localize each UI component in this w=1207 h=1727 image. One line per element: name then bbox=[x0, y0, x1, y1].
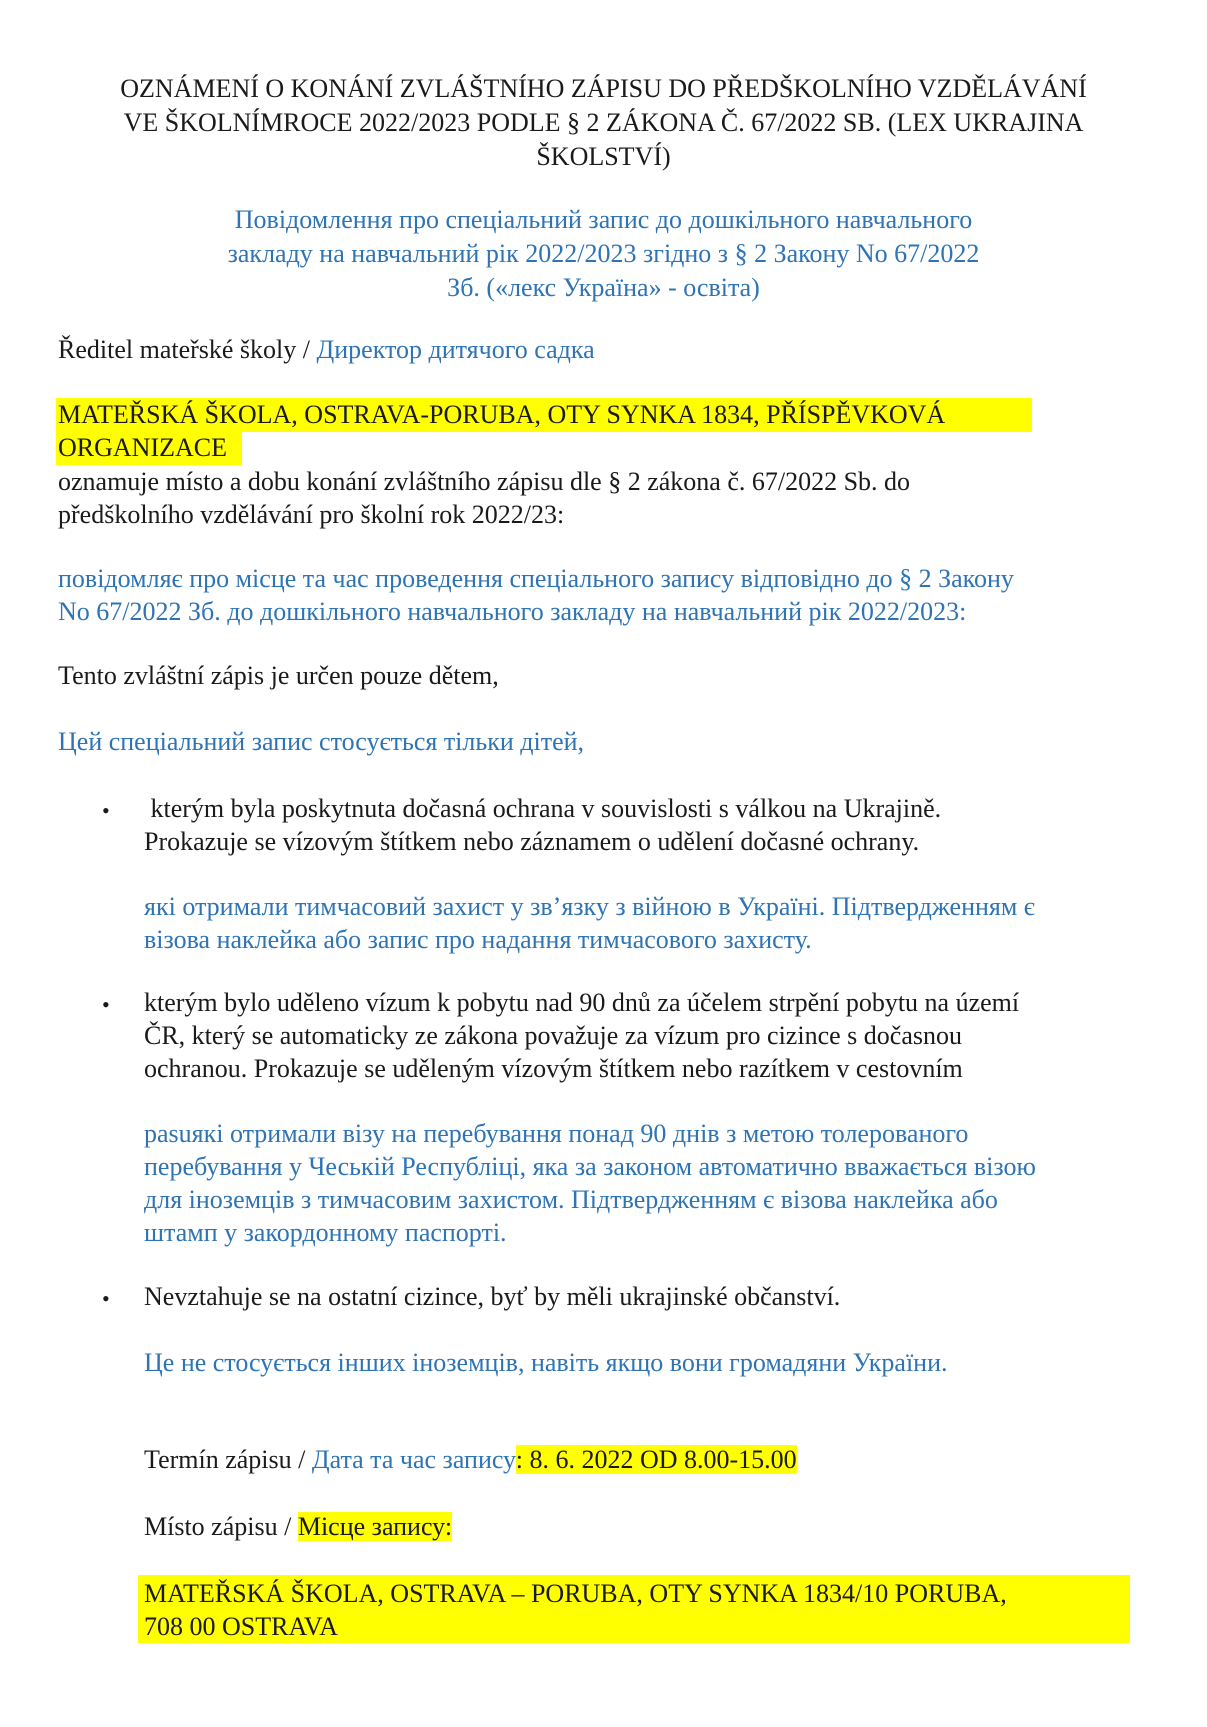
place-label-ukrainian: Місце запису: bbox=[297, 1512, 453, 1541]
intro-ukrainian: Цей спеціальний запис стосується тільки дітей, bbox=[58, 727, 585, 756]
bullet-ukrainian-line: штамп у закордонному паспорті. bbox=[144, 1218, 507, 1247]
announce-ukrainian-line: No 67/2022 Зб. до дошкільного навчального закладу на навчальний рік 2022/2023: bbox=[58, 597, 967, 626]
bullet-2-ukrainian bbox=[144, 1117, 1036, 1249]
bullet-czech-line: kterým byla poskytnuta dočasná ochrana v souvislosti s válkou na Ukrajině. bbox=[144, 794, 942, 823]
bullet-ukrainian-line: візова наклейка або запис про надання тимчасового захисту. bbox=[144, 925, 812, 954]
announce-czech-line: předškolního vzdělávání pro školní rok 2022/23: bbox=[58, 500, 565, 529]
bullet-czech-line: ČR, který se automaticky ze zákona považuje za vízum pro cizince s dočasnou bbox=[144, 1021, 962, 1050]
bullet-czech-line: Prokazuje se vízovým štítkem nebo záznamem o udělení dočasné ochrany. bbox=[144, 827, 920, 856]
term-value: : 8. 6. 2022 OD 8.00-15.00 bbox=[515, 1445, 797, 1474]
term-line bbox=[144, 1443, 797, 1476]
title-ukrainian bbox=[60, 203, 1147, 305]
school-name bbox=[58, 398, 945, 464]
title-ukrainian-line: Повідомлення про спеціальний запис до дошкільного навчального bbox=[234, 205, 973, 234]
place-label-czech: Místo zápisu / bbox=[144, 1512, 292, 1541]
bullet-ukrainian-line: для іноземців з тимчасовим захистом. Підтвердженням є візова наклейка або bbox=[144, 1185, 998, 1214]
bullet-icon: • bbox=[102, 992, 110, 1017]
school-name-line: MATEŘSKÁ ŠKOLA, OSTRAVA-PORUBA, OTY SYNKA 1834, PŘÍSPĚVKOVÁ bbox=[58, 400, 946, 429]
bullet-czech-line: ochranou. Prokazuje se uděleným vízovým štítkem nebo razítkem v cestovním bbox=[144, 1054, 963, 1083]
title-czech-line: VE ŠKOLNÍMROCE 2022/2023 PODLE § 2 ZÁKONA Č. 67/2022 SB. (LEX UKRAJINA bbox=[123, 108, 1084, 137]
bullet-ukrainian-line: pasuякі отримали візу на перебування понад 90 днів з метою толерованого bbox=[144, 1119, 969, 1148]
bullet-1-ukrainian bbox=[144, 890, 1035, 956]
place-line bbox=[144, 1510, 452, 1543]
announce-czech bbox=[58, 465, 910, 531]
director-line bbox=[58, 333, 595, 366]
bullet-3-ukrainian bbox=[144, 1346, 948, 1379]
bullet-czech-line: kterým bylo uděleno vízum k pobytu nad 90 dnů za účelem strpění pobytu na území bbox=[144, 988, 1020, 1017]
title-czech-line: OZNÁMENÍ O KONÁNÍ ZVLÁŠTNÍHO ZÁPISU DO PŘEDŠKOLNÍHO VZDĚLÁVÁNÍ bbox=[120, 74, 1087, 103]
bullet-ukrainian-line: які отримали тимчасовий захист у зв’язку з війною в Україні. Підтвердженням є bbox=[144, 892, 1035, 921]
announce-czech-line: oznamuje místo a dobu konání zvláštního zápisu dle § 2 zákona č. 67/2022 Sb. do bbox=[58, 467, 911, 496]
title-czech bbox=[60, 72, 1147, 174]
director-czech: Ředitel mateřské školy / bbox=[58, 335, 311, 364]
announce-ukrainian-line: повідомляє про місце та час проведення спеціального запису відповідно до § 2 Закону bbox=[58, 564, 1014, 593]
bullet-icon: • bbox=[102, 1286, 110, 1311]
bullet-2-czech bbox=[144, 986, 1019, 1085]
term-label-czech: Termín zápisu / bbox=[144, 1445, 306, 1474]
title-ukrainian-line: закладу на навчальний рік 2022/2023 згідно з § 2 Закону No 67/2022 bbox=[227, 239, 980, 268]
address-line: MATEŘSKÁ ŠKOLA, OSTRAVA – PORUBA, OTY SYNKA 1834/10 PORUBA, bbox=[144, 1579, 1007, 1608]
title-czech-line: ŠKOLSTVÍ) bbox=[536, 142, 671, 171]
bullet-3-czech bbox=[144, 1280, 840, 1313]
school-name-line: ORGANIZACE bbox=[58, 433, 227, 462]
bullet-czech-line: Nevztahuje se na ostatní cizince, byť by měli ukrajinské občanství. bbox=[144, 1282, 841, 1311]
bullet-icon: • bbox=[102, 798, 110, 823]
bullet-ukrainian-line: Це не стосується інших іноземців, навіть якщо вони громадяни України. bbox=[144, 1348, 948, 1377]
place-address bbox=[144, 1577, 1007, 1643]
address-line: 708 00 OSTRAVA bbox=[144, 1612, 339, 1641]
term-label-ukrainian: Дата та час запису bbox=[311, 1445, 516, 1474]
intro-czech: Tento zvláštní zápis je určen pouze dětem, bbox=[58, 661, 499, 690]
director-ukrainian: Директор дитячого садка bbox=[316, 335, 595, 364]
bullet-1-czech bbox=[144, 792, 941, 858]
announce-ukrainian bbox=[58, 562, 1014, 628]
bullet-ukrainian-line: перебування у Чеській Республіці, яка за законом автоматично вважається візою bbox=[144, 1152, 1036, 1181]
title-ukrainian-line: Зб. («лекс Україна» - освіта) bbox=[447, 273, 760, 302]
